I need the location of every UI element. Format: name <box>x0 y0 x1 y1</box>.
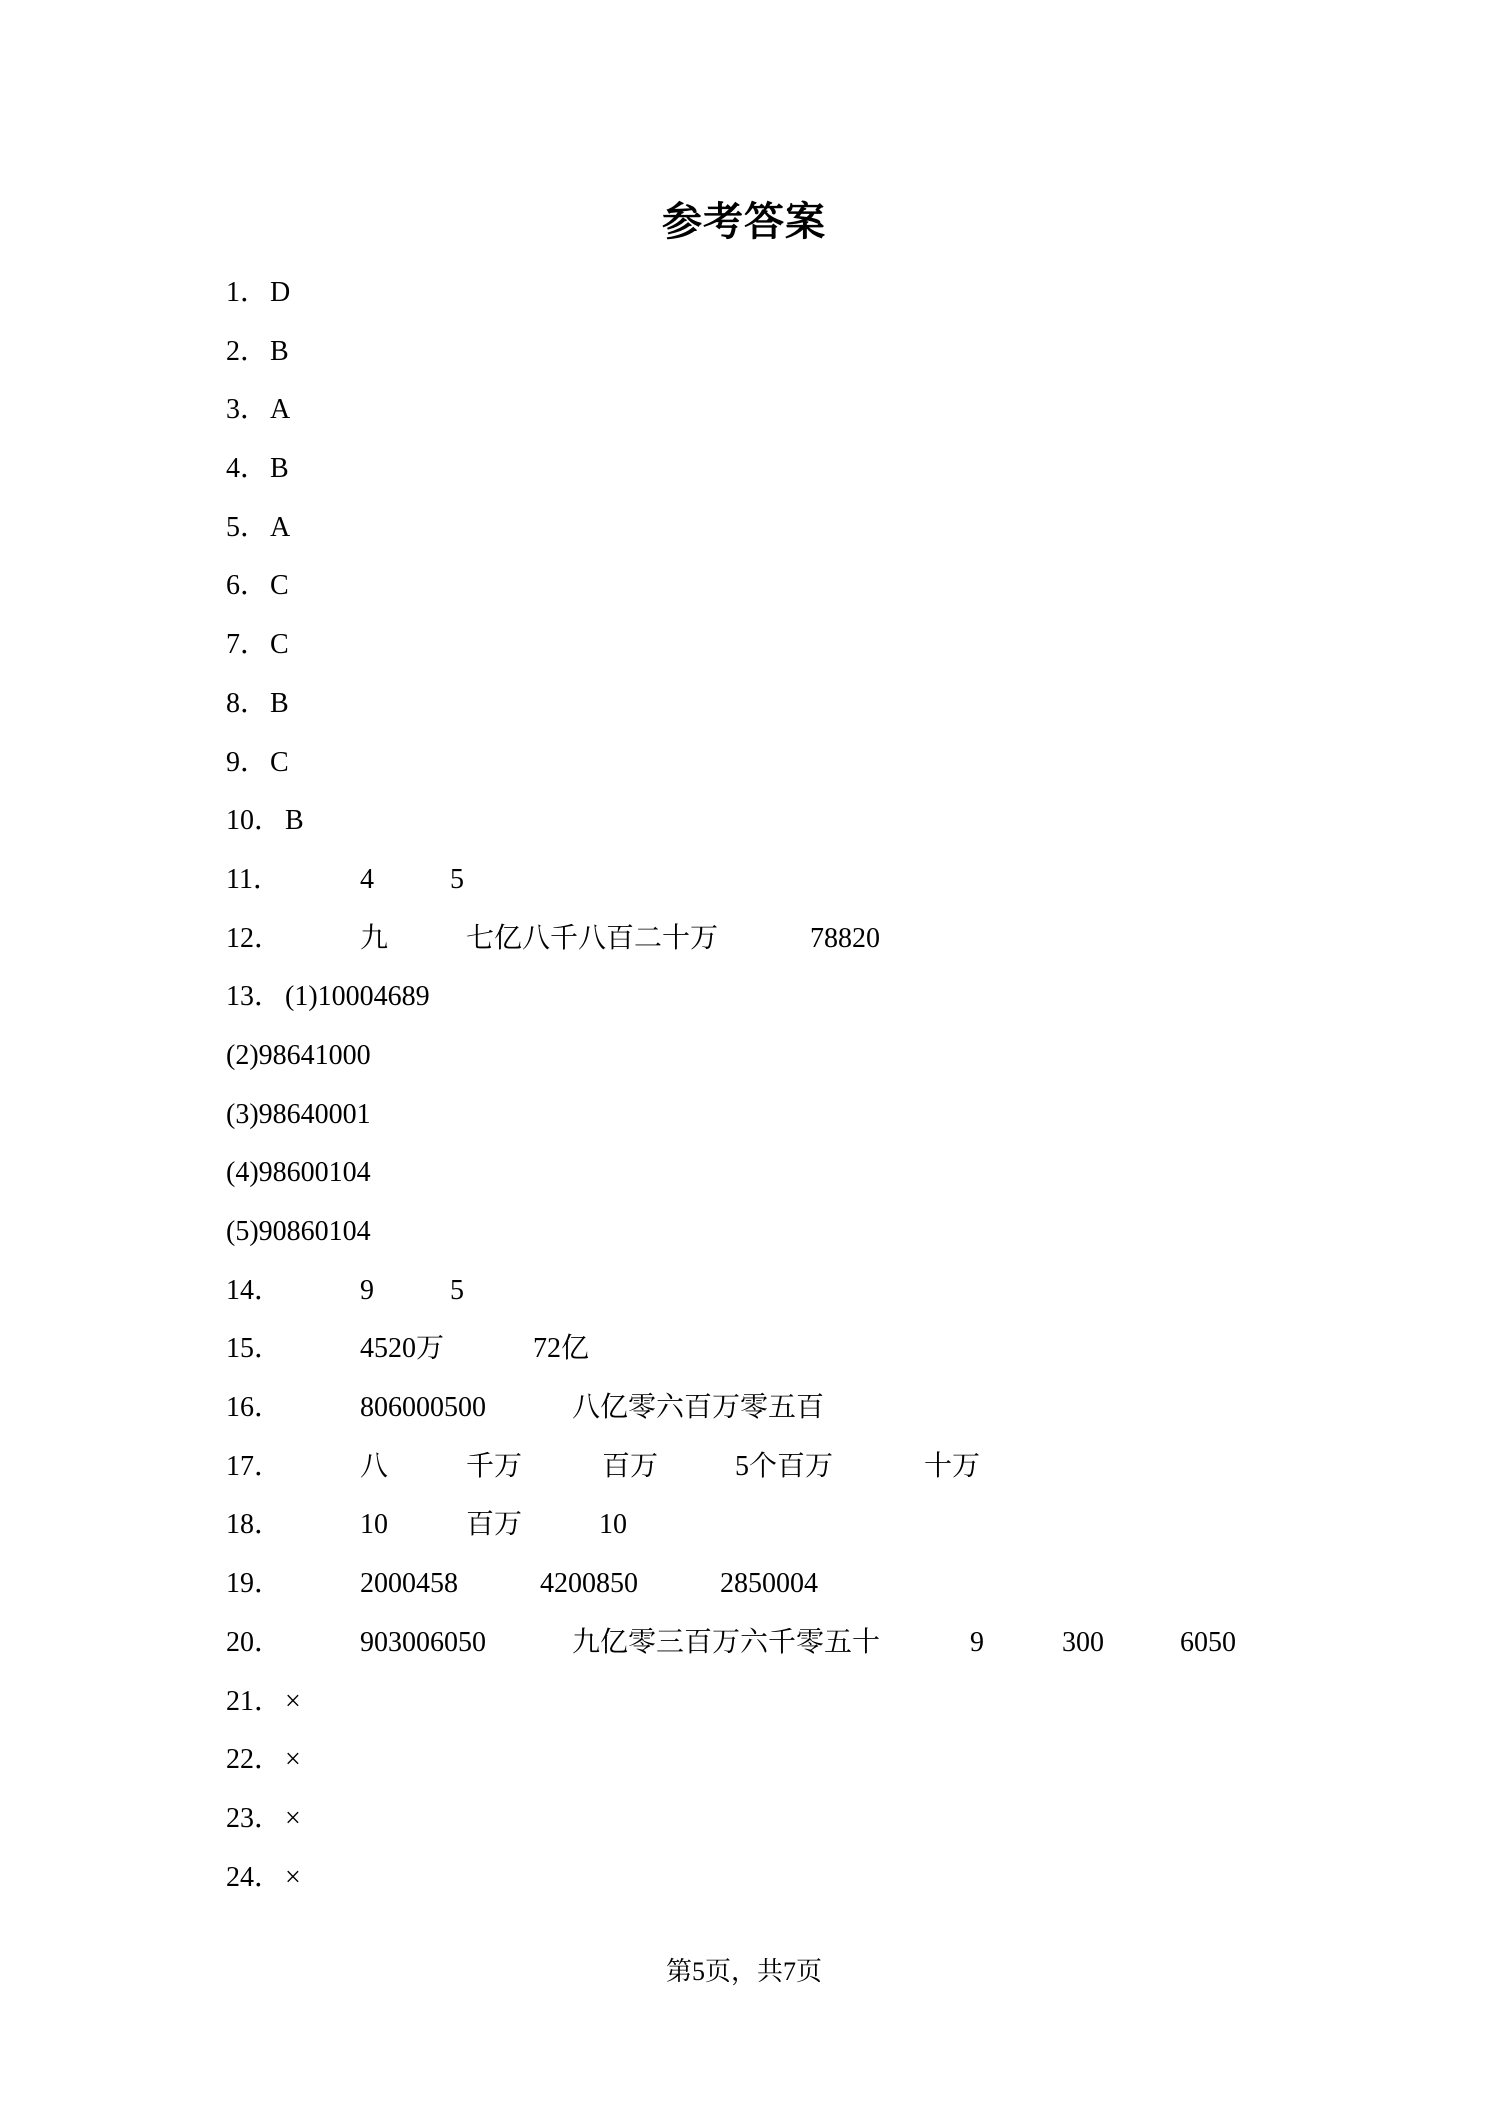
blank-answer: 78820 <box>810 922 880 954</box>
answer-value: B <box>270 335 289 367</box>
question-number: 15． <box>226 1333 283 1365</box>
blank-answer: 七亿八千八百二十万 <box>466 922 719 954</box>
blank-answer: 2000458 <box>360 1568 458 1600</box>
answer-value: × <box>285 1685 301 1717</box>
question-number: 4． <box>226 453 269 485</box>
blank-answer: 903006050 <box>360 1626 486 1658</box>
question-number: 16． <box>226 1392 283 1424</box>
page-footer: 第5页，共7页 <box>665 1957 822 1986</box>
question-number: 8． <box>226 687 269 719</box>
blank-answer: 千万 <box>466 1450 523 1482</box>
answer-value: C <box>270 746 289 778</box>
question-number: 24． <box>226 1861 283 1893</box>
page-title: 参考答案 <box>662 199 826 245</box>
question-number: 9． <box>226 746 269 778</box>
answer-value: B <box>285 805 304 837</box>
question-number: 20． <box>226 1626 283 1658</box>
question-number: 23． <box>226 1802 283 1834</box>
answer-value: B <box>270 687 289 719</box>
answer-value: × <box>285 1744 301 1776</box>
blank-answer: 八亿零六百万零五百 <box>572 1392 825 1424</box>
blank-answer: 九 <box>360 922 389 954</box>
blank-answer: 5 <box>450 863 464 895</box>
question-number: 7． <box>226 629 269 661</box>
blank-answer: 4 <box>360 863 374 895</box>
question-number: 2． <box>226 335 269 367</box>
blank-answer: 九亿零三百万六千零五十 <box>572 1626 881 1658</box>
blank-answer: 百万 <box>602 1450 659 1482</box>
question-number: 18． <box>226 1509 283 1541</box>
answer-value: (1)10004689 <box>285 981 430 1013</box>
question-number: 3． <box>226 394 269 426</box>
question-number: 14． <box>226 1274 283 1306</box>
answer-value: (5)90860104 <box>226 1216 371 1247</box>
question-number: 10． <box>226 805 283 837</box>
blank-answer: 百万 <box>466 1509 523 1541</box>
question-number: 19． <box>226 1568 283 1600</box>
blank-answer: 10 <box>360 1509 388 1541</box>
answer-value: C <box>270 570 289 602</box>
answer-value: A <box>270 511 291 543</box>
answer-value: C <box>270 629 289 661</box>
blank-answer: 72亿 <box>533 1333 590 1365</box>
blank-answer: 806000500 <box>360 1392 486 1424</box>
question-number: 22． <box>226 1744 283 1776</box>
question-number: 6． <box>226 570 269 602</box>
blank-answer: 9 <box>360 1274 374 1306</box>
question-number: 12． <box>226 922 283 954</box>
question-number: 17． <box>226 1450 283 1482</box>
blank-answer: 300 <box>1062 1626 1104 1658</box>
blank-answer: 八 <box>360 1450 389 1482</box>
blank-answer: 5个百万 <box>735 1450 834 1482</box>
answer-value: B <box>270 453 289 485</box>
question-number: 11． <box>226 863 281 895</box>
blank-answer: 6050 <box>1180 1626 1236 1658</box>
blank-answer: 4520万 <box>360 1333 445 1365</box>
question-number: 5． <box>226 511 269 543</box>
answer-value: (3)98640001 <box>226 1098 371 1130</box>
blank-answer: 10 <box>599 1509 627 1541</box>
question-number: 1． <box>226 277 269 308</box>
blank-answer: 4200850 <box>540 1568 638 1600</box>
blank-answer: 2850004 <box>720 1568 818 1600</box>
question-number: 13． <box>226 981 283 1013</box>
blank-answer: 十万 <box>924 1450 981 1482</box>
answer-value: D <box>270 277 291 308</box>
question-number: 21． <box>226 1685 283 1717</box>
answer-value: A <box>270 394 291 426</box>
answer-value: × <box>285 1861 301 1893</box>
answer-value: (2)98641000 <box>226 1039 371 1071</box>
blank-answer: 5 <box>450 1274 464 1306</box>
blank-answer: 9 <box>970 1626 984 1658</box>
answer-value: × <box>285 1802 301 1834</box>
answer-value: (4)98600104 <box>226 1157 371 1189</box>
